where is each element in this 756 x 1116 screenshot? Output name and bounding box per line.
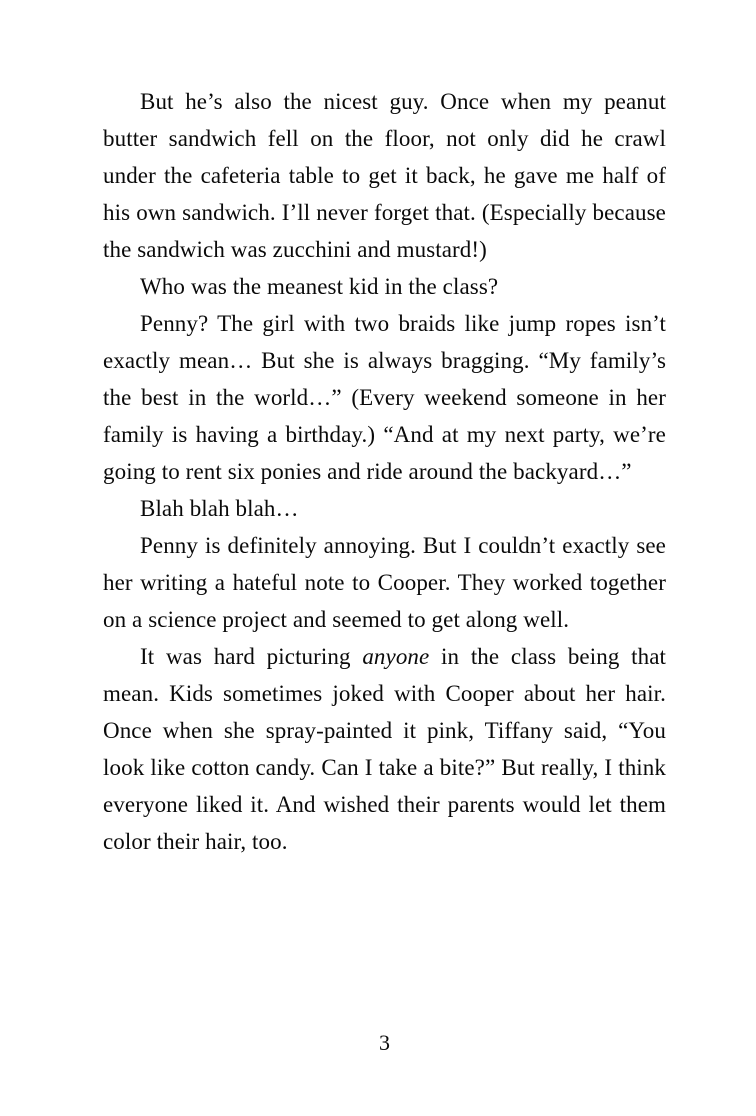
page-text xyxy=(103,83,666,860)
paragraph xyxy=(103,527,666,638)
text-segment: in the class being that mean. Kids sometimes joked with Cooper about her hair. Once when she spray-painted it pink, Tiffany said, “You look like cotton candy. Can I take a bite?” But really, I think everyone liked it. And wished their parents would let them color their hair, too. xyxy=(103,644,666,854)
emphasized-text: anyone xyxy=(362,644,430,669)
paragraph xyxy=(103,490,666,527)
text-segment: But he’s also the nicest guy. Once when my peanut butter sandwich fell on the floor, not only did he crawl under the cafeteria table to get it back, he gave me half of his own sandwich. I’ll never forget that. (Especially because the sandwich was zucchini and mustard!) xyxy=(103,89,666,262)
paragraph xyxy=(103,83,666,268)
text-segment: Penny is definitely annoying. But I couldn’t exactly see her writing a hateful note to Cooper. They worked together on a science project and seemed to get along well. xyxy=(103,533,666,632)
text-segment: Blah blah blah… xyxy=(140,496,299,521)
text-segment: Penny? The girl with two braids like jump ropes isn’t exactly mean… But she is always bragging. “My family’s the best in the world…” (Every weekend someone in her family is having a birthday.) “And at my next party, we’re going to rent six ponies and ride around the backyard…” xyxy=(103,311,666,484)
paragraph xyxy=(103,638,666,860)
text-segment: Who was the meanest kid in the class? xyxy=(140,274,499,299)
paragraph xyxy=(103,268,666,305)
page-number: 3 xyxy=(379,1030,390,1055)
paragraph xyxy=(103,305,666,490)
text-segment: It was hard picturing xyxy=(140,644,363,669)
